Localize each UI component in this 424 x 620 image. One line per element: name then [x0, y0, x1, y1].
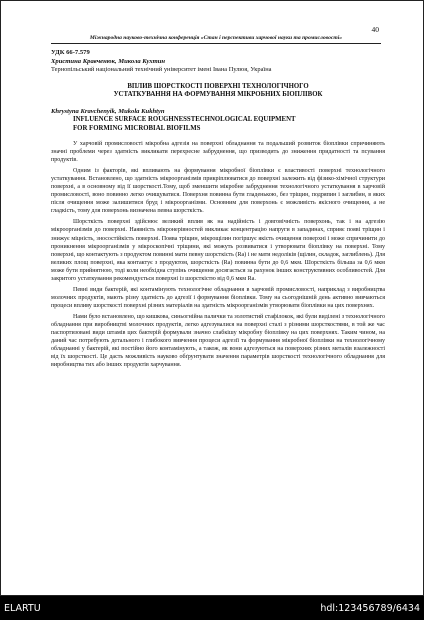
title-ukrainian-line: ВПЛИВ ШОРСТКОСТІ ПОВЕРХНІ ТЕХНОЛОГІЧНОГО — [127, 82, 309, 90]
affiliation: Тернопільський національний технічний університет імені Івана Пулюя, Україна — [51, 66, 272, 73]
repository-name[interactable]: ELARTU — [4, 602, 41, 614]
repository-footer — [0, 596, 424, 620]
handle-identifier[interactable]: hdl:123456789/6434 — [320, 602, 420, 614]
conference-header: Міжнародна науково-технічна конференція «Стан і перспективи харчової науки та промисловості» — [51, 35, 381, 44]
article-body — [51, 49, 385, 372]
paragraph: Нами було встановлено, що кишкова, синьогнійна палички та золотистий стафілокок, які були виділені з технологічного обладнання при виробництві молочних продуктів, легко адгезувалися на поверхні сталі з різними шорсткостями, в той же час паспортизовані види штамів цих бактерій формували значно слабкішу мікробну біоплівку на цих поверхнях. Таким чином, на даний час потребують детального і глибокого вивчення процеси адгезії та формування мікробної біоплівки на технологічному обладнанні у бактерій, які постійно його контамінують, а також, як вони адгезуються на поверхнях різних металів взалежності від їх шорсткості. Це дасть можливість науково обґрунтувати значення параметрів шорсткості технологічного обладнання для виробництва тих або інших продуктів харчування. — [51, 313, 385, 369]
authors-english: Khrystyna Kravchenyik, Mukola Kukhtyn — [51, 107, 165, 115]
udk-code: УДК 66-7.579 — [51, 49, 90, 56]
title-english-line: INFLUENCE SURFACE ROUGHNESSTECHNOLOGICAL EQUIPMENT — [73, 116, 296, 123]
paragraph: Одним із факторів, які впливають на формування мікробної біоплівки є властивості поверхні технологічного устаткування. Встановлено, що здатність мікроорганізмів прикріплюватися до поверхні залежить від фізико-хімічної структури поверхні, а в основному від її шорсткості.Тому, щоб зменшити мікробне забруднення технологічного устаткування в харчовій промисловості, воно повинно легко очищуватися. Поверхня повинна бути гладенькою, без тріщин, подряпин і заглибин, в яких після очищення може залишитися бруд і мікроорганізми. Основним для поверхонь є можливість якісного очищення, а не гладкість, тому для поверхонь визначена певна шорсткість. — [51, 168, 385, 215]
paragraph: Певні види бактерій, які контамінують технологічне обладнання в харчовій промисловості, наприклад з виробництва молочних продуктів, мають різну здатність до адгезії і формування біоплівки. Тому на сьогоднішній день активно вивчаються процеси впливу шорсткості поверхні різних матеріалів на здатність мікроорганізмів утворювати біоплівки на цих поверхнях. — [51, 286, 385, 309]
paragraph: Шорсткість поверхні здійснює великий вплив як на надійність і довговічність поверхонь, так і на адгезію мікроорганізмів до поверхні. Наявність мікронерівностей викликає концентрацію напруги в западинах, сприяє появі тріщин і знижує міцність, зносостійкість поверхні. Поява тріщин, мікрощілин погіршує якість очищення поверхні і може спричинити до проникнення мікроорганізмів у мікроскопічні тріщини, які можуть розвиватися і утворювати біоплівку на поверхні. Тому поверхні, що контактують з продуктом повинні мати певну шорсткість (Ra) і не мати недоліків (щілин, складок, заглиблень). Для великих площ поверхні, яка контактує з продуктом, шорсткість (Ra) повинна бути до 0,6 мкм. Шорсткість більша за 0,6 мкм може бути прийнятною, тоді коли необхідна ступінь очищення досягається за рахунок інших конструктивних особливостей. Для закритого устаткування рекомендується поверхні із шорсткістю від 0,6 мкм Ra. — [51, 219, 385, 282]
title-english — [51, 116, 385, 133]
title-english-line: FOR FORMING MICROBIAL BIOFILMS — [73, 124, 201, 132]
title-ukrainian — [51, 83, 385, 100]
page-number: 40 — [371, 25, 379, 34]
authors-ukrainian: Христина Кравченюк, Микола Кухтин — [51, 57, 166, 65]
paragraph: У харчовій промисловості мікробна адгезія на поверхні обладнання та подальший розвиток біоплівки спричиняють значні проблеми через здатність викликати перехресне забруднення, що призводить до зниження придатності та псування продуктів. — [51, 141, 385, 164]
title-ukrainian-line: УСТАТКУВАННЯ НА ФОРМУВАННЯ МІКРОБНИХ БІОПЛІВОК — [113, 91, 323, 98]
